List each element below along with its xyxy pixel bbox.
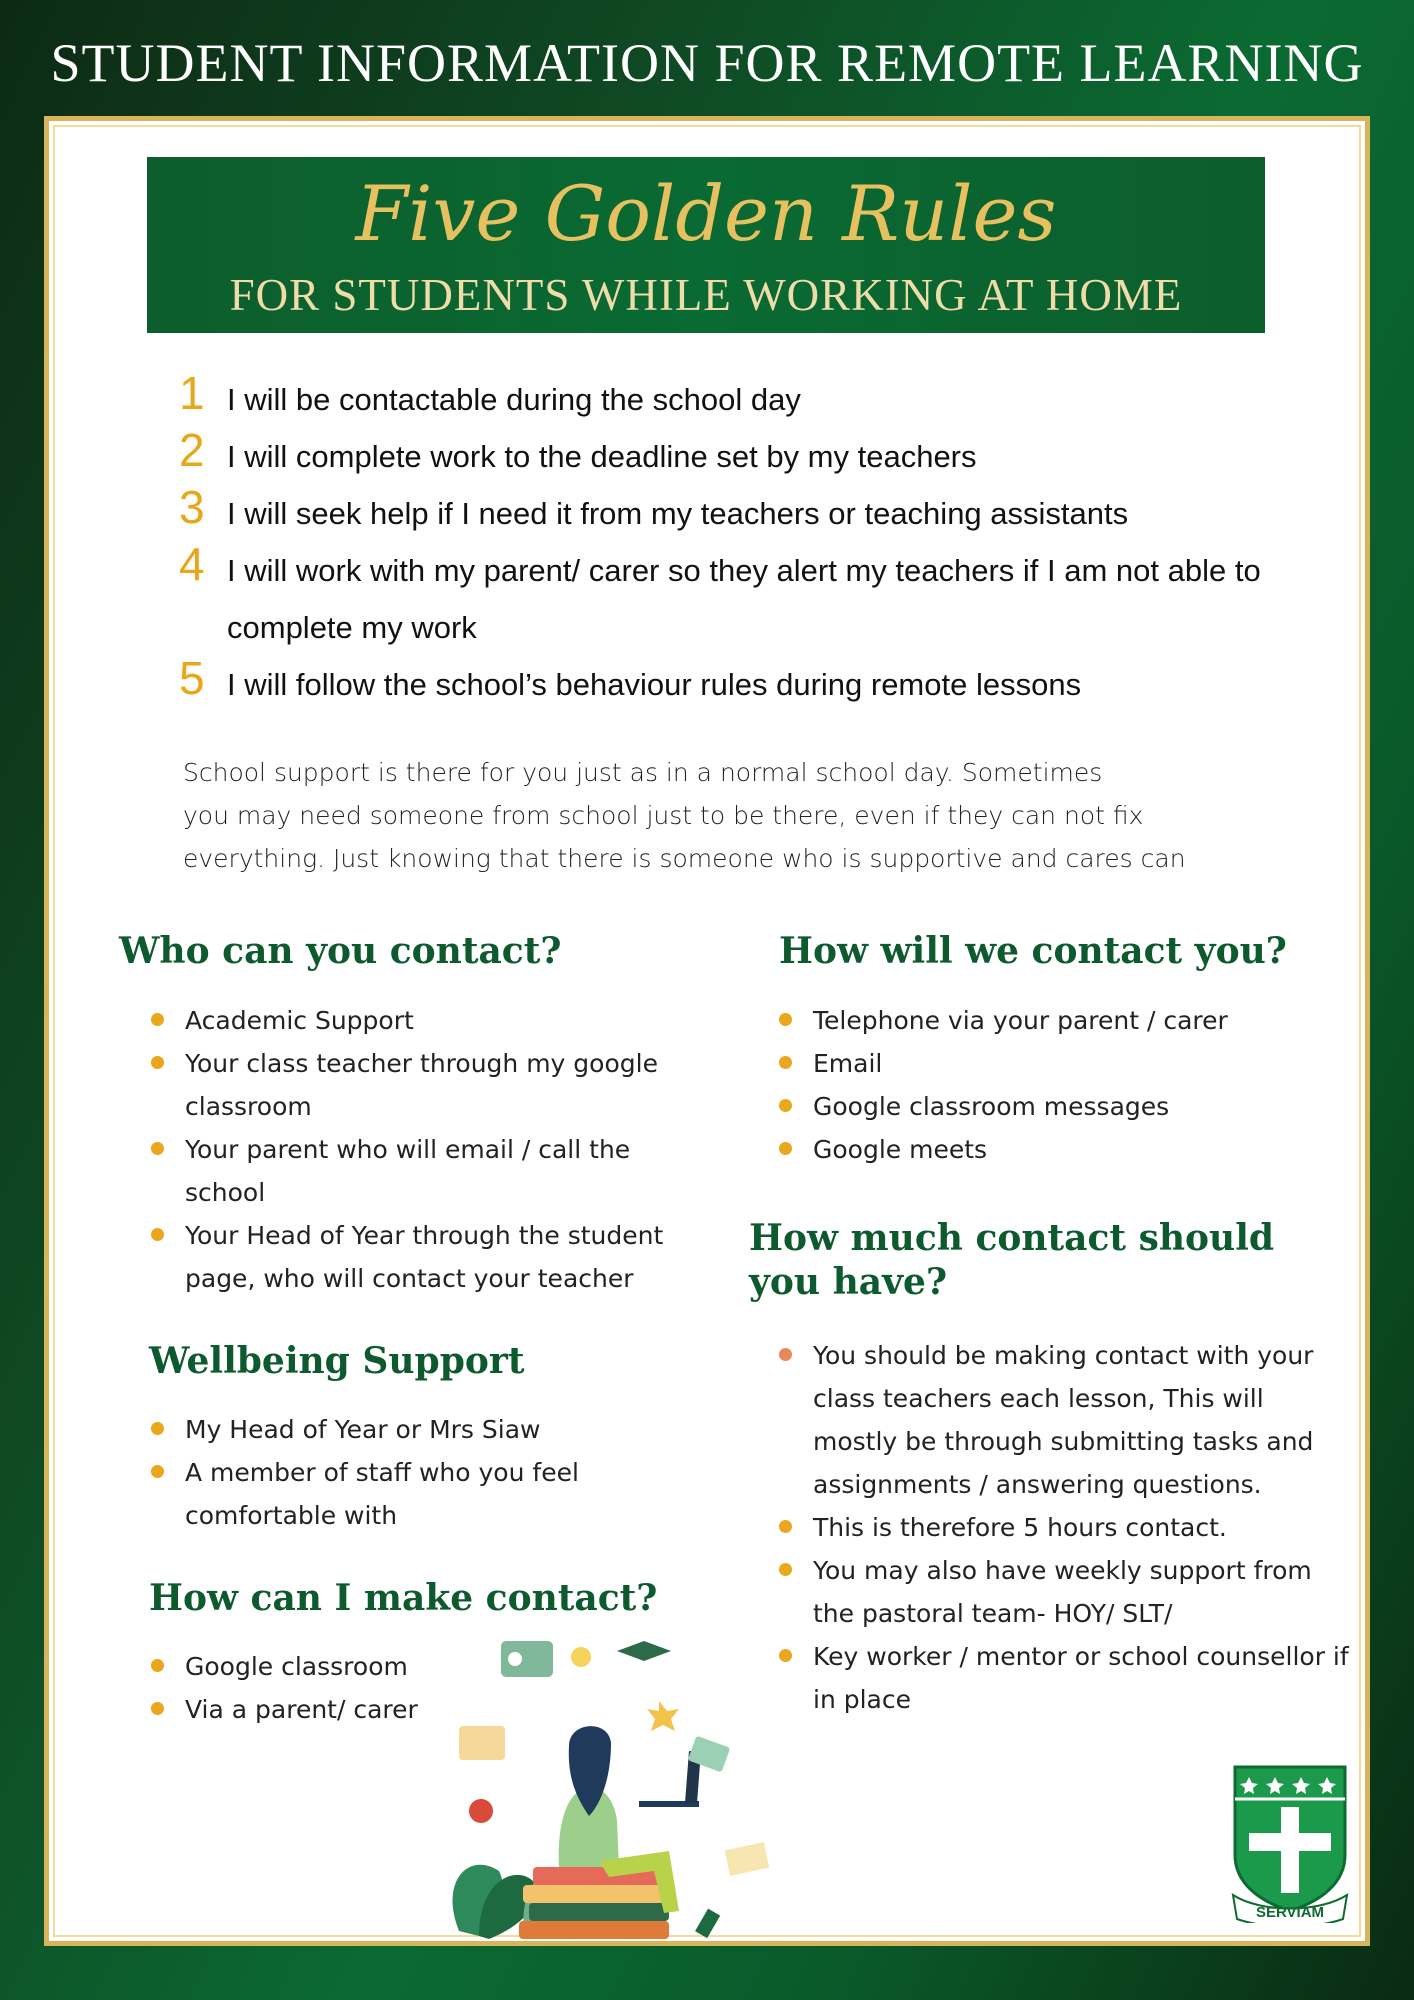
list-item: Email: [779, 1042, 1299, 1085]
list-item: You may also have weekly support from the pastoral team- HOY/ SLT/: [779, 1549, 1349, 1635]
bullet-dot-icon: [779, 1520, 792, 1533]
banner-script-title: Five Golden Rules: [355, 169, 1057, 258]
bullet-dot-icon: [779, 1013, 792, 1026]
bullet-dot-icon: [779, 1348, 792, 1361]
page-title: STUDENT INFORMATION FOR REMOTE LEARNING: [50, 33, 1364, 93]
rule-text: I will work with my parent/ carer so they alert my teachers if I am not able to complete my work: [227, 553, 1261, 645]
student-laptop-illustration: [439, 1631, 829, 1951]
who-contact-heading: Who can you contact?: [119, 930, 562, 972]
bullet-dot-icon: [779, 1142, 792, 1155]
list-item: Telephone via your parent / carer: [779, 999, 1299, 1042]
bullet-dot-icon: [151, 1702, 164, 1715]
list-item: Academic Support: [151, 999, 691, 1042]
rule-text: I will seek help if I need it from my teachers or teaching assistants: [227, 496, 1129, 531]
how-much-heading-line: How much contact should: [749, 1217, 1275, 1259]
we-contact-list: [779, 999, 1299, 1171]
intro-line: you may need someone from school just to be there, even if they can not fix: [183, 801, 1144, 830]
list-item: Your class teacher through my google classroom: [151, 1042, 691, 1128]
rule-item: [179, 538, 1287, 656]
rule-item: [179, 481, 1319, 542]
rule-number: 5: [179, 652, 205, 704]
school-crest-logo: [1231, 1763, 1349, 1923]
bullet-dot-icon: [151, 1228, 164, 1241]
wellbeing-list: [151, 1408, 671, 1537]
rule-text: I will follow the school’s behaviour rules during remote lessons: [227, 667, 1082, 702]
crest-motto: SERVIAM: [1255, 1904, 1325, 1921]
rule-number: 2: [179, 424, 205, 476]
intro-line: everything. Just knowing that there is someone who is supportive and cares can: [183, 844, 1186, 873]
bullet-dot-icon: [151, 1422, 164, 1435]
intro-line: School support is there for you just as in a normal school day. Sometimes: [183, 758, 1103, 787]
bullet-dot-icon: [779, 1056, 792, 1069]
intro-paragraph: [183, 751, 1243, 880]
who-contact-list: [151, 999, 691, 1300]
rule-number: 1: [179, 367, 205, 419]
bullet-dot-icon: [151, 1465, 164, 1478]
bullet-dot-icon: [151, 1056, 164, 1069]
rule-text: I will complete work to the deadline set by my teachers: [227, 439, 977, 474]
rule-item: [179, 652, 1319, 713]
list-item: You should be making contact with your class teachers each lesson, This will mostly be through submitting tasks and assignments / answering questions.: [779, 1334, 1349, 1506]
rules-list: [179, 367, 1319, 713]
how-much-heading-line: you have?: [749, 1261, 948, 1303]
we-contact-heading: How will we contact you?: [779, 930, 1287, 972]
list-item: Google meets: [779, 1128, 1299, 1171]
rule-number: 4: [179, 538, 205, 590]
list-item: My Head of Year or Mrs Siaw: [151, 1408, 671, 1451]
list-item: Via a parent/ carer: [151, 1688, 451, 1731]
list-item: A member of staff who you feel comfortable with: [151, 1451, 671, 1537]
rule-number: 3: [179, 481, 205, 533]
list-item: Your parent who will email / call the school: [151, 1128, 691, 1214]
bullet-dot-icon: [779, 1563, 792, 1576]
content-panel: [44, 116, 1370, 1946]
bullet-dot-icon: [779, 1099, 792, 1112]
banner-subtitle: FOR STUDENTS WHILE WORKING AT HOME: [229, 270, 1183, 320]
rule-text: I will be contactable during the school day: [227, 382, 801, 417]
wellbeing-heading: Wellbeing Support: [149, 1340, 525, 1382]
make-contact-heading: How can I make contact?: [149, 1577, 658, 1619]
bullet-dot-icon: [151, 1013, 164, 1026]
list-item: Google classroom: [151, 1645, 451, 1688]
make-contact-list: [151, 1645, 451, 1731]
golden-rules-banner: [147, 157, 1265, 333]
list-item: This is therefore 5 hours contact.: [779, 1506, 1349, 1549]
bullet-dot-icon: [151, 1659, 164, 1672]
list-item: Google classroom messages: [779, 1085, 1299, 1128]
bullet-dot-icon: [151, 1142, 164, 1155]
list-item: Key worker / mentor or school counsellor if in place: [779, 1635, 1349, 1721]
rule-item: [179, 424, 1319, 485]
rule-item: [179, 367, 1319, 428]
list-item: Your Head of Year through the student page, who will contact your teacher: [151, 1214, 691, 1300]
how-much-list: [779, 1334, 1349, 1721]
how-much-heading: [749, 1216, 1274, 1304]
